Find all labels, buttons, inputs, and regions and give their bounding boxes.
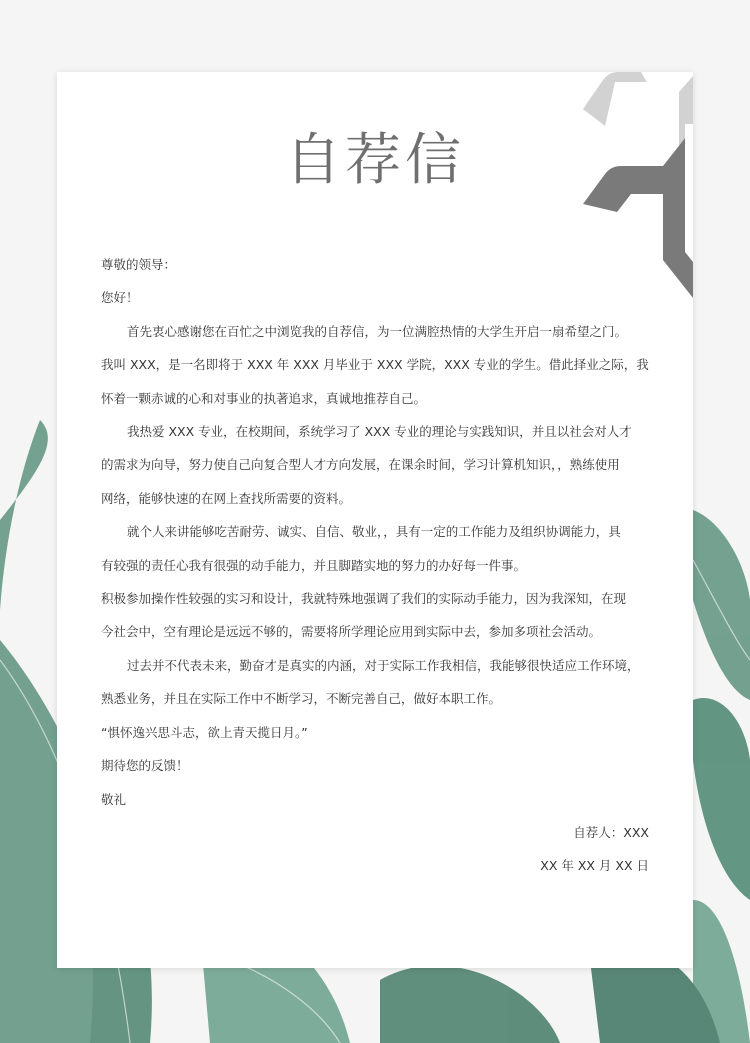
signature-line: 自荐人：XXX [573, 824, 649, 840]
paragraph-line: 有较强的责任心我有很强的动手能力，并且脚踏实地的努力的办好每一件事。 [101, 557, 527, 573]
paragraph-line: 过去并不代表未来，勤奋才是真实的内涵，对于实际工作我相信，我能够很快适应工作环境， [127, 657, 640, 673]
paragraph-line: 首先衷心感谢您在百忙之中浏览我的自荐信，为一位满腔热情的大学生开启一扇希望之门。 [127, 323, 628, 339]
letter-body [101, 248, 649, 883]
paragraph-line: 的需求为向导，努力使自己向复合型人才方向发展，在课余时间，学习计算机知识，，熟练使用 [101, 457, 620, 473]
quote-line: “惧怀逸兴思斗志，欲上青天揽日月。” [101, 724, 308, 740]
paragraph-line: 怀着一颗赤诚的心和对事业的执著追求，真诚地推荐自己。 [101, 390, 427, 406]
closing-line: 敬礼 [101, 791, 127, 807]
paragraph-line: 就个人来讲能够吃苦耐劳、诚实、自信、敬业，，具有一定的工作能力及组织协调能力，具 [127, 524, 621, 540]
paragraph-line: 熟悉业务，并且在实际工作中不断学习，不断完善自己，做好本职工作。 [101, 691, 502, 707]
paragraph-line: 我热爱 XXX 专业，在校期间，系统学习了 XXX 专业的理论与实践知识，并且以社会对人才 [127, 424, 632, 440]
paragraph-line: 积极参加操作性较强的实习和设计，我就特殊地强调了我们的实际动手能力，因为我深知，在现 [101, 591, 627, 607]
paragraph-line: 我叫 XXX，是一名即将于 XXX 年 XXX 月毕业于 XXX 学院，XXX 专业的学生。借此择业之际，我 [101, 357, 649, 373]
paragraph-line: 网络，能够快速的在网上查找所需要的资料。 [101, 490, 352, 506]
greeting-line: 您好！ [101, 290, 139, 306]
closing-remark-line: 期待您的反馈！ [101, 758, 189, 774]
paragraph-line: 今社会中，空有理论是远远不够的，需要将所学理论应用到实际中去，参加多项社会活动。 [101, 624, 602, 640]
salutation-line: 尊敬的领导： [101, 257, 177, 272]
letter-page [57, 72, 693, 968]
date-line: XX 年 XX 月 XX 日 [540, 858, 649, 874]
page-title: 自荐信 [285, 128, 465, 193]
